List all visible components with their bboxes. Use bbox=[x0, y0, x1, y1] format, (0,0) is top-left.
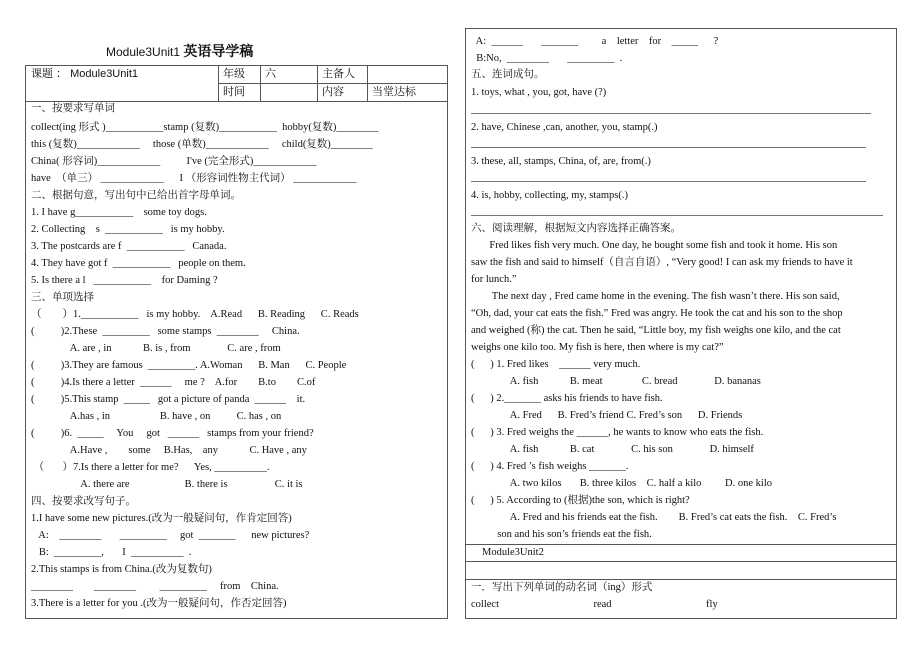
answer-line bbox=[471, 113, 871, 114]
exercise-line: 2. have, Chinese ,can, another, you, stamp(.) bbox=[471, 122, 658, 133]
question-line: ( ) 3. Fred weighs the ______, he wants to know who eats the fish. bbox=[471, 427, 764, 438]
exercise-line: A: ______ _______ a letter for _____ ? bbox=[471, 36, 719, 47]
passage-line: “Oh, dad, your cat eats the fish.” Fred was angry. He took the cat and his son to the shop bbox=[471, 308, 843, 319]
answer-line bbox=[471, 181, 866, 182]
passage-line: The next day , Fred came home in the evening. The fish wasn’t there. His son said, bbox=[471, 291, 840, 302]
exercise-line: ( )5.This stamp _____ got a picture of panda ______ it. bbox=[31, 394, 306, 405]
exercise-line: 3. these, all, stamps, China, of, are, from(.) bbox=[471, 156, 651, 167]
exercise-line: A.Have , some B.Has, any C. Have , any bbox=[31, 445, 307, 456]
answer-line bbox=[471, 215, 883, 216]
exercise-line: A. are , in B. is , from C. are , from bbox=[31, 343, 281, 354]
exercise-line: 4. They have got f ___________ people on them. bbox=[31, 258, 246, 269]
exercise-line: （ ）1.___________ is my hobby. A.Read B. Reading C. Reads bbox=[31, 309, 359, 320]
question-line: ( ) 4. Fred ’s fish weighs _______. bbox=[471, 461, 629, 472]
exercise-line: China( 形容词)____________ I've (完全形式)____________ bbox=[31, 156, 317, 167]
passage-line: saw the fish and said to himself（自言自语）, “Very good! I can ask my friends to have it bbox=[471, 257, 853, 268]
exercise-line: 1.I have some new pictures.(改为一般疑问句，作肯定回答) bbox=[31, 513, 292, 524]
document-title: Module3Unit1 英语导学稿 bbox=[106, 43, 254, 59]
section-heading: 一．写出下列单词的动名词（ing）形式 bbox=[471, 582, 653, 593]
grade-value: 六 bbox=[265, 68, 276, 80]
options-line: A. fish B. cat C. his son D. himself bbox=[471, 444, 754, 455]
passage-line: weighs one kilo too. My fish is here, then where is my cat?” bbox=[471, 342, 724, 353]
exercise-line: collect read fly bbox=[471, 599, 718, 610]
exercise-line: ( )4.Is there a letter ______ me ? A.for B.to C.of bbox=[31, 377, 316, 388]
exercise-line: this (复数)____________ those (单数)____________ child(复数)________ bbox=[31, 139, 373, 150]
exercise-line: 2.This stamps is from China.(改为复数句) bbox=[31, 564, 212, 575]
section-heading: 五、连词成句。 bbox=[471, 69, 545, 80]
topic-cell: 课题 ： Module3Unit1 bbox=[31, 68, 138, 80]
exercise-line: 2. Collecting s ___________ is my hobby. bbox=[31, 224, 225, 235]
exercise-line: 4. is, hobby, collecting, my, stamps(.) bbox=[471, 190, 628, 201]
exercise-line: ________ ________ _________ from China. bbox=[31, 581, 279, 592]
exercise-line: A.has , in B. have , on C. has , on bbox=[31, 411, 282, 422]
section-heading: 六、阅读理解，根据短文内容选择正确答案。 bbox=[471, 223, 681, 234]
section-heading: 一、按要求写单词 bbox=[31, 103, 115, 114]
divider bbox=[466, 561, 896, 562]
section-heading: 四、按要求改写句子。 bbox=[31, 496, 136, 507]
exercise-line: （ ）7.Is there a letter for me? Yes, __________. bbox=[31, 462, 270, 473]
exercise-line: A: ________ _________ got _______ new pictures? bbox=[31, 530, 310, 541]
divider bbox=[466, 544, 896, 545]
exercise-line: 5. Is there a l ___________ for Daming ? bbox=[31, 275, 218, 286]
exercise-line: collect(ing 形式 )___________stamp (复数)___________ hobby(复数)________ bbox=[31, 122, 379, 133]
passage-line: for lunch.” bbox=[471, 274, 517, 285]
options-line: A. fish B. meat C. bread D. bananas bbox=[471, 376, 761, 387]
exercise-line: 1. toys, what , you, got, have (?) bbox=[471, 87, 607, 98]
question-line: ( ) 2._______ asks his friends to have fish. bbox=[471, 393, 663, 404]
exercise-line: 3. The postcards are f ___________ Canada. bbox=[31, 241, 227, 252]
section-heading: 二、根据句意，写出句中已给出首字母单词。 bbox=[31, 190, 241, 201]
options-line: son and his son’s friends eat the fish. bbox=[471, 529, 652, 540]
content-value: 当堂达标 bbox=[372, 86, 416, 98]
options-line: A. Fred and his friends eat the fish. B. Fred’s cat eats the fish. C. Fred’s bbox=[471, 512, 837, 523]
unit-heading: Module3Unit2 bbox=[482, 547, 544, 558]
right-page bbox=[465, 28, 897, 619]
question-line: ( ) 5. According to (根据)the son, which is right? bbox=[471, 495, 690, 506]
grade-label: 年级 bbox=[223, 68, 245, 80]
divider bbox=[466, 579, 896, 580]
exercise-line: ( )3.They are famous _________. A.Woman B. Man C. People bbox=[31, 360, 347, 371]
content-label: 内容 bbox=[322, 86, 344, 98]
exercise-line: 1. I have g___________ some toy dogs. bbox=[31, 207, 207, 218]
preparer-label: 主备人 bbox=[322, 68, 355, 80]
exercise-line: A. there are B. there is C. it is bbox=[31, 479, 303, 490]
exercise-line: ( )6. _____ You got ______ stamps from your friend? bbox=[31, 428, 314, 439]
passage-line: and weighed (称) the cat. Then he said, “Little boy, my fish weighs one kilo, and the cat bbox=[471, 325, 841, 336]
options-line: A. two kilos B. three kilos C. half a kilo D. one kilo bbox=[471, 478, 772, 489]
options-line: A. Fred B. Fred’s friend C. Fred’s son D. Friends bbox=[471, 410, 743, 421]
exercise-line: B: _________, I __________ . bbox=[31, 547, 192, 558]
time-label: 时间 bbox=[223, 86, 245, 98]
divider bbox=[218, 83, 447, 84]
left-page bbox=[25, 65, 448, 619]
passage-line: Fred likes fish very much. One day, he bought some fish and took it home. His son bbox=[471, 240, 838, 251]
exercise-line: have （单三） ____________ I （形容词性物主代词） ____________ bbox=[31, 173, 357, 184]
exercise-line: ( )2.These _________ some stamps ________ China. bbox=[31, 326, 300, 337]
answer-line bbox=[471, 147, 866, 148]
exercise-line: 3.There is a letter for you .(改为一般疑问句，作否定回答) bbox=[31, 598, 287, 609]
section-heading: 三、单项选择 bbox=[31, 292, 94, 303]
question-line: ( ) 1. Fred likes ______ very much. bbox=[471, 359, 641, 370]
exercise-line: B:No, ________ _________ . bbox=[471, 53, 623, 64]
